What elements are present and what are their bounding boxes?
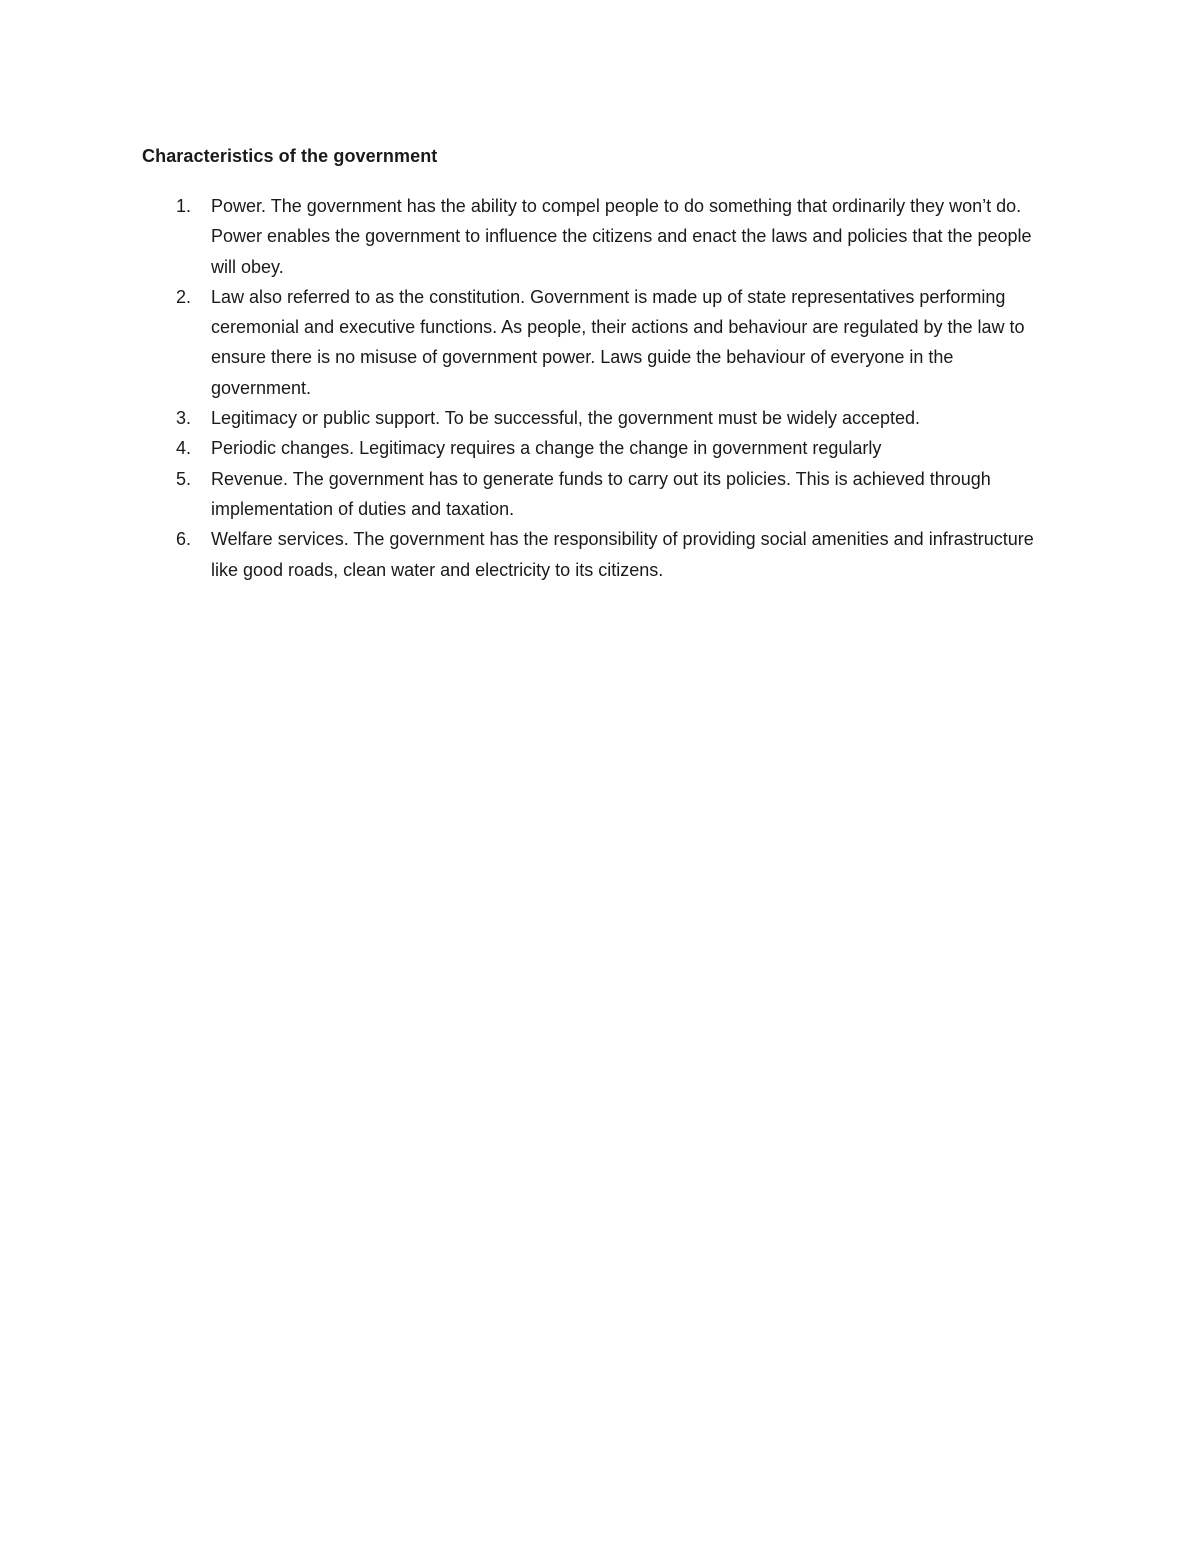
list-item-number: 3. xyxy=(176,408,192,429)
list-item-text: Welfare services. The government has the responsibility of providing social amenities and infrastructure like good roads, clean water and electricity to its citizens. xyxy=(211,529,1034,580)
list-item xyxy=(142,403,1042,433)
list-item xyxy=(142,433,1042,463)
document-title: Characteristics of the government xyxy=(142,146,438,166)
list-item xyxy=(142,524,1042,585)
list-item xyxy=(142,282,1042,403)
list-item-text: Periodic changes. Legitimacy requires a change the change in government regularly xyxy=(211,438,882,459)
characteristics-list xyxy=(142,191,1042,585)
list-item xyxy=(142,191,1042,282)
list-item-text: Power. The government has the ability to compel people to do something that ordinarily they won’t do. Power enables the government to influence the citizens and enact the laws and policies that the people will obey. xyxy=(211,196,1032,277)
list-item-number: 4. xyxy=(176,438,192,459)
list-item-text: Legitimacy or public support. To be successful, the government must be widely accepted. xyxy=(211,408,921,429)
list-item-number: 1. xyxy=(176,196,192,216)
list-item-number: 2. xyxy=(176,286,192,307)
list-item-number: 6. xyxy=(176,529,192,550)
list-item-number: 5. xyxy=(176,468,192,489)
list-item-text: Revenue. The government has to generate funds to carry out its policies. This is achieved through implementation of duties and taxation. xyxy=(211,468,991,519)
list-item xyxy=(142,464,1042,525)
list-item-text: Law also referred to as the constitution. Government is made up of state representatives performing ceremonial and executive functions. As people, their actions and behaviour are regulated by the law to ensure there is no misuse of government power. Laws guide the behaviour of everyone in the government. xyxy=(211,286,1025,398)
